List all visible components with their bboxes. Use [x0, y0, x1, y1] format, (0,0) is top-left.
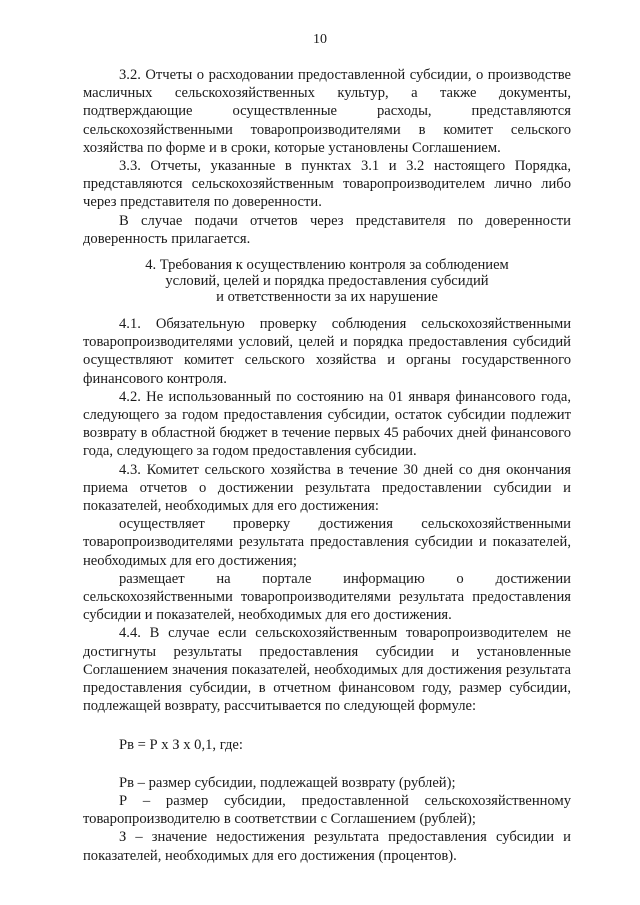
paragraph-4-3-item-1: осуществляет проверку достижения сельскохозяйственными товаропроизводителями результата предоставления субсидии и показателей, необходимых для его достижения;: [83, 516, 571, 569]
definition-rv: Рв – размер субсидии, подлежащей возврату (рублей);: [119, 774, 456, 791]
paragraph-4-2: 4.2. Не использованный по состоянию на 01 января финансового года, следующего за годом предоставления субсидии, остаток субсидии подлежит возврату в областной бюджет в течение первых 45 рабочих дней финансового года, следующего за годом предоставления субсидии.: [83, 388, 571, 460]
paragraph-proxy: В случае подачи отчетов через представителя по доверенности доверенность прилагается.: [83, 212, 571, 247]
paragraph-3-2: 3.2. Отчеты о расходовании предоставленной субсидии, о производстве масличных сельскохозяйственных культур, а также документы, подтверждающие осуществленные расходы, представляются сельскохозяйственными товаропроизводителями в комитет сельского хозяйства по форме и в сроки, которые установлены Соглашением.: [83, 67, 571, 156]
document-body: [83, 66, 571, 865]
paragraph-3-3: 3.3. Отчеты, указанные в пунктах 3.1 и 3.2 настоящего Порядка, представляются сельскохозяйственным товаропроизводителем лично либо через представителя по доверенности.: [83, 158, 571, 211]
section-4-heading: [83, 257, 571, 305]
paragraph-4-3: 4.3. Комитет сельского хозяйства в течение 30 дней со дня окончания приема отчетов о достижении результата предоставлении субсидии и показателей, необходимых для его достижения:: [83, 461, 571, 515]
paragraph-4-1: 4.1. Обязательную проверку соблюдения сельскохозяйственными товаропроизводителями условий, целей и порядка предоставления субсидий осуществляют комитет сельского хозяйства и органы государственного финансового контроля.: [83, 316, 571, 387]
page-number: 10: [313, 32, 327, 47]
definition-r: Р – размер субсидии, предоставленной сельскохозяйственному товаропроизводителю в соответствии с Соглашением (рублей);: [83, 792, 571, 828]
paragraph-4-4: 4.4. В случае если сельскохозяйственным товаропроизводителем не достигнуты результаты предоставления субсидии и установленные Соглашением значения показателей, необходимых для достижения результата предоставления субсидии, в отчетном финансовом году, размер субсидии, подлежащей возврату, рассчитывается по следующей формуле:: [83, 625, 571, 715]
heading-line-2: условий, целей и порядка предоставления субсидий: [165, 273, 489, 290]
definition-z: З – значение недостижения результата предоставления субсидии и показателей, необходимых для его достижения (процентов).: [83, 829, 571, 864]
heading-line-1: 4. Требования к осуществлению контроля за соблюдением: [145, 257, 509, 274]
heading-line-3: и ответственности за их нарушение: [216, 289, 438, 306]
formula: Рв = Р х З х 0,1, где:: [119, 736, 243, 753]
paragraph-4-3-item-2: размещает на портале информацию о достижении сельскохозяйственными товаропроизводителями результата предоставления субсидии и показателей, необходимых для его достижения.: [83, 570, 571, 624]
